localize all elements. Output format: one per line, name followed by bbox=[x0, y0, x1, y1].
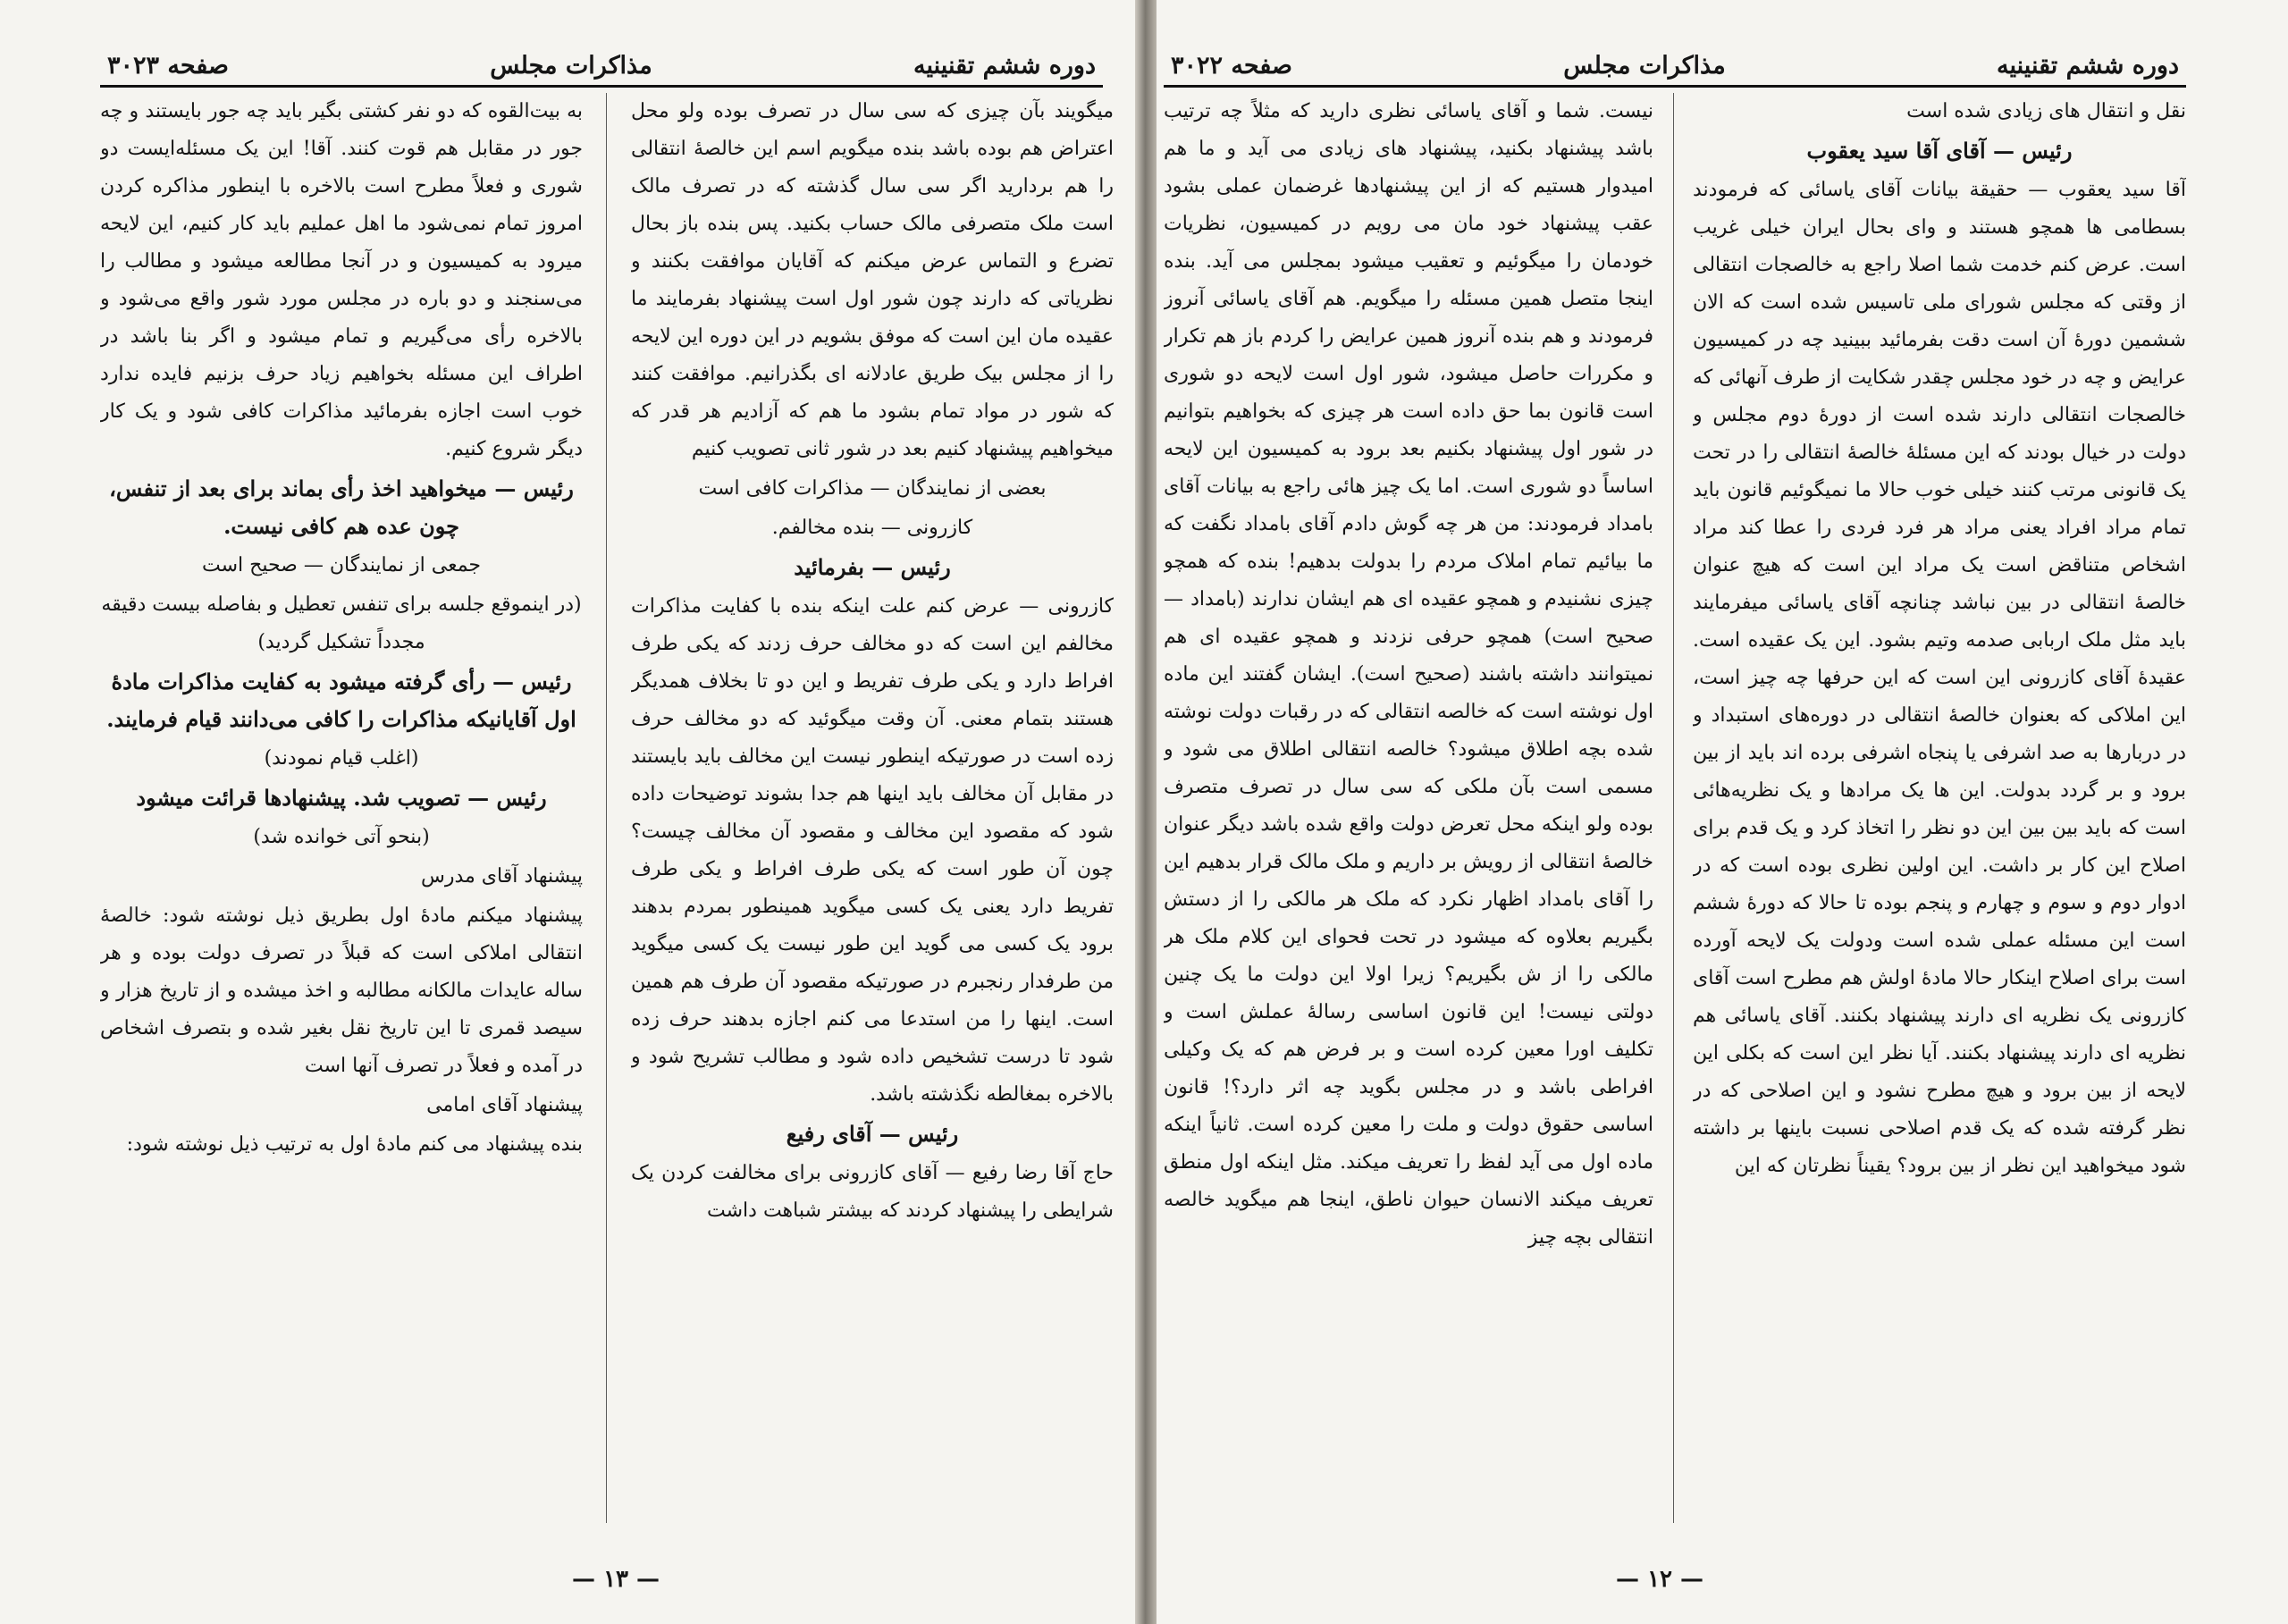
right-page-left-column bbox=[1164, 93, 1653, 1541]
left-page-column-rule bbox=[606, 93, 607, 1523]
left-page-left-column-speaker-line: رئیس — میخواهید اخذ رأی بماند برای بعد از تنفس، چون عده هم کافی نیست. bbox=[109, 475, 574, 539]
left-page-left-column-paragraph: بنده پیشنهاد می کنم مادهٔ اول به ترتیب ذیل نوشته شود: bbox=[126, 1133, 583, 1156]
right-page-page-label: صفحه ۳۰۲۲ bbox=[1171, 52, 1292, 80]
left-page-left-column-speaker-line: رئیس — تصویب شد. پیشنهادها قرائت میشود bbox=[136, 785, 547, 811]
left-page-header bbox=[100, 46, 1103, 88]
left-page-section-title: مذاکرات مجلس bbox=[490, 52, 652, 80]
left-page-right-column-paragraph: حاج آقا رضا رفیع — آقای کازرونی برای مخالفت کردن یک شرایطی را پیشنهاد کردند که بیشتر شباهت داشت bbox=[631, 1162, 1114, 1222]
right-page-right-column-speaker-line: رئیس — آقای آقا سید یعقوب bbox=[1806, 138, 2073, 164]
left-page-left-column-speaker-line: رئیس — رأی گرفته میشود به کفایت مذاکرات مادهٔ اول آقایانیکه مذاکرات را کافی می‌دانند قیام فرمایند. bbox=[106, 669, 576, 732]
left-page-left-column-paragraph: پیشنهاد آقای امامی bbox=[426, 1094, 583, 1116]
right-page-session-label: دوره ششم تقنینیه bbox=[1997, 52, 2179, 80]
right-page-section-title: مذاکرات مجلس bbox=[1563, 52, 1726, 80]
left-page-left-column bbox=[100, 93, 583, 1550]
left-page-left-column-paragraph: پیشنهاد آقای مدرس bbox=[420, 865, 583, 888]
left-page-left-column-paragraph: به بیت‌القوه که دو نفر کشتی بگیر باید چه جور بایستند و چه جور در مقابل هم قوت کنند. آقا! این یک مسئله‌ایست دو شوری و فعلاً مطرح است بالاخره با اینطور مذاکره کردن امروز تمام نمی‌شود ما اهل عملیم باید کار کنیم، این لایحه میرود به کمیسیون و در آنجا مطالعه میشود و مطالب را می‌سنجند و دو باره در مجلس مورد شور واقع می‌شود و بالاخره رأی می‌گیریم و تمام میشود و اگر بنا باشد در اطراف این مسئله بخواهیم زیاد حرف بزنیم فایده ندارد خوب است اجازه بفرمائید مذاکرات کافی شود و یک کار دیگر شروع کنیم. bbox=[100, 100, 583, 460]
left-page-right-column-paragraph: کازرونی — بنده مخالفم. bbox=[771, 517, 973, 539]
left-page-left-column-paragraph: پیشنهاد میکنم مادهٔ اول بطریق ذیل نوشته شود: خالصهٔ انتقالی املاکی است که قبلاً در تصرف دولت بوده و هر ساله عایدات مالکانه مطالبه و اخذ میشده و از تاریخ هزار و سیصد قمری تا این تاریخ نقل بغیر شده و بتصرف اشخاص در آمده و فعلاً در تصرف آنها است bbox=[100, 905, 583, 1077]
left-page-right-column-speaker-line: رئیس — بفرمائید bbox=[794, 554, 951, 580]
left-page-session-label: دوره ششم تقنینیه bbox=[913, 52, 1096, 80]
left-page-left-column-paragraph: (اغلب قیام نمودند) bbox=[264, 747, 419, 770]
right-page-folio: — ۱۲ — bbox=[1616, 1566, 1704, 1593]
book-gutter bbox=[1135, 0, 1157, 1624]
left-page-right-column-paragraph: میگویند بآن چیزی که سی سال در تصرف بوده ولو محل اعتراض هم بوده باشد بنده میگویم اسم این خالصهٔ انتقالی را هم بردارید اگر سی سال گذشته که در تصرف مالک است ملک متصرفی مالک حساب بکنید. پس بنده باز بحال تضرع و التماس عرض میکنم که آقایان موافقت بکنند و نظریاتی که دارند چون شور اول است پیشنهاد بفرمایند ما عقیده مان این است که موفق بشویم در این دوره این لایحه را از مجلس بیک طریق عادلانه ای بگذرانیم. موافقت کنند که شور در مواد تمام بشود ما هم که آزادیم هر قدر که میخواهیم پیشنهاد کنیم بعد در شور ثانی تصویب کنیم bbox=[631, 100, 1114, 460]
right-page-right-column-paragraph: نقل و انتقال های زیادی شده است bbox=[1906, 100, 2186, 122]
left-page-page-label: صفحه ۳۰۲۳ bbox=[107, 52, 229, 80]
right-page-column-rule bbox=[1673, 93, 1674, 1523]
left-page-right-column-paragraph: بعضی از نمایندگان — مذاکرات کافی است bbox=[698, 477, 1047, 500]
left-page-right-column bbox=[631, 93, 1114, 1550]
left-page-left-column-paragraph: جمعی از نمایندگان — صحیح است bbox=[201, 554, 482, 576]
left-page-left-column-paragraph: (در اینموقع جلسه برای تنفس تعطیل و بفاصله بیست دقیقه مجدداً تشکیل گردید) bbox=[101, 593, 582, 653]
right-page-right-column-paragraph: آقا سید یعقوب — حقیقة بیانات آقای یاسائی که فرمودند بسطامی ها همچو هستند و وای بحال ایران خیلی غریب است. عرض کنم خدمت شما اصلا راجع به خالصجات انتقالی از وقتی که مجلس شورای ملی تاسیس شده است که الان ششمین دورهٔ آن است دقت بفرمائید ببینید چه در کمیسیون عرایض و چه در خود مجلس چقدر شکایت از طرف آنهائی که خالصجات انتقالی دارند شده است از دورهٔ دوم مجلس و دولت در خیال بودند که این مسئلهٔ خالصهٔ انتقالی را در تحت یک قانونی مرتب کنند خیلی خوب حالا ما نمیگوئیم قانون باید تمام مراد افراد یعنی مراد هر فرد فردی را عطا کند مراد اشخاص متناقض است یک مراد این است که هیچ عنوان خالصهٔ انتقالی در بین نباشد چنانچه آقای یاسائی میفرمایند باید مثل ملک اربابی صدمه وتیم بشود. این یک عقیده است. عقیدهٔ آقای کازرونی این است که این حرفها چه چیز است، این املاکی که بعنوان خالصهٔ انتقالی در دوره‌های استبداد و در دربارها به صد اشرفی یا پنجاه اشرفی برده اند باید از بین برود و بر گردد بدولت. این ها یک مرادها و یک نظریه‌هائی است که باید بین بین این دو نظر را اتخاذ کرد و یک قدم برای اصلاح این کار بر داشت. این اولین نظری بوده است که در ادوار دوم و سوم و چهارم و پنجم بوده تا حالا که دورهٔ ششم است این مسئله عملی شده است ودولت یک لایحه آورده است برای اصلاح اینکار حالا مادهٔ اولش هم مطرح است آقای کازرونی یک نظریه ای دارند پیشنهاد بکنند. آقای یاسائی هم نظریه ای دارند پیشنهاد بکنند. آیا نظر این است که بکلی این لایحه از بین برود و هیچ مطرح نشود و این اصلاحی که در نظر گرفته شده که یک قدم اصلاحی نسبت باینها بر داشته شود میخواهید این نظر از بین برود؟ یقیناً نظرتان که این bbox=[1693, 179, 2186, 1177]
right-page-left-column-paragraph: نیست. شما و آقای یاسائی نظری دارید که مثلاً چه ترتیب باشد پیشنهاد بکنید، پیشنهاد های زیادی می آید و ما هم امیدوار هستیم که از این پیشنهادها غرضمان عملی بشود عقب پیشنهاد خود مان می رویم در کمیسیون، نظریات خودمان را میگوئیم و تعقیب میشود بمجلس می آید. بنده اینجا متصل همین مسئله را میگویم. هم آقای یاسائی آنروز فرمودند و هم بنده آنروز همین عرایض را کردم باز هم تکرار و مکررات حاصل میشود، شور اول است لایحه دو شوری است قانون بما حق داده است هر چیزی که بخواهیم بتوانیم در شور اول پیشنهاد بکنیم بعد برود به کمیسیون این لایحه اساساً دو شوری است. اما یک چیز هائی راجع به بیانات آقای بامداد فرمودند: من هر چه گوش دادم آقای بامداد نگفت که ما بیائیم تمام املاک مردم را بدولت بدهیم! بنده که همچو چیزی نشنیدم و همچو عقیده ای هم ایشان ندارند (بامداد — صحیح است) همچو حرفی نزدند و همچو عقیده ای هم نمیتوانند داشته باشند (صحیح است). ایشان گفتند این ماده اول نوشته است که خالصه انتقالی که در رقبات دولت نوشته شده بچه اطلاق میشود؟ خالصه انتقالی اطلاق می شود و مسمی است بآن ملکی که سی سال در تصرف متصرف بوده ولو اینکه محل تعرض دولت واقع شده باشد دیگر عنوان خالصهٔ انتقالی از رویش بر داریم و ملک مالک قرار بدهیم این را آقای بامداد اظهار نکرد که ملک هر مالکی را از دستش بگیریم بعلاوه که میشود در تحت فحوای این کلام ملک هر مالکی را از ش بگیریم؟ زیرا اولا این دولت ما یک چنین دولتی نیست! این قانون اساسی رسالهٔ عملش است و تکلیف اورا معین کرده است و بر فرض هم که یک وکیلی افراطی باشد و در مجلس بگوید چه اثر دارد؟! قانون اساسی حقوق دولت و ملت را معین کرده است. ثانیاً اینکه ماده اول می آید لفظ را تعریف میکند. مثل اینکه اول منطق تعریف میکند الانسان حیوان ناطق، اینجا هم میگوید خالصه انتقالی بچه چیز bbox=[1164, 100, 1653, 1249]
left-page-left-column-paragraph: (بنحو آتی خوانده شد) bbox=[253, 826, 430, 848]
left-page-right-column-paragraph: کازرونی — عرض کنم علت اینکه بنده با کفایت مذاکرات مخالفم این است که دو مخالف حرف زدند که یکی طرف افراط دارد و یکی طرف تفریط و این دو تا بخلاف همدیگر هستند بتمام معنی. آن وقت میگوئید که دو مخالف حرف زده است در صورتیکه اینطور نیست این مخالف باید بایستند در مقابل آن مخالف باید اینها هم جدا بشوند توضیحات داده شود که مقصود این مخالف و مقصود آن مخالف چیست؟ چون آن طور است که یکی طرف افراط و یکی طرف تفریط دارد یعنی یک کسی میگوید همینطور بمردم بدهند برود یک کسی می گوید این طور نیست یک کسی میگوید من طرفدار رنجبرم در صورتیکه مقصود آن طرف هم همین است. اینها را من استدعا می کنم اجازه بدهند حرف زده شود تا درست تشخیص داده شود و مطالب تشریح شود و بالاخره بمغالطه نگذشته باشد. bbox=[631, 595, 1114, 1106]
right-page-header bbox=[1164, 46, 2186, 88]
left-page-folio: — ۱۳ — bbox=[572, 1566, 660, 1593]
right-page-right-column bbox=[1693, 93, 2186, 1541]
left-page-right-column-speaker-line: رئیس — آقای رفیع bbox=[786, 1121, 959, 1147]
